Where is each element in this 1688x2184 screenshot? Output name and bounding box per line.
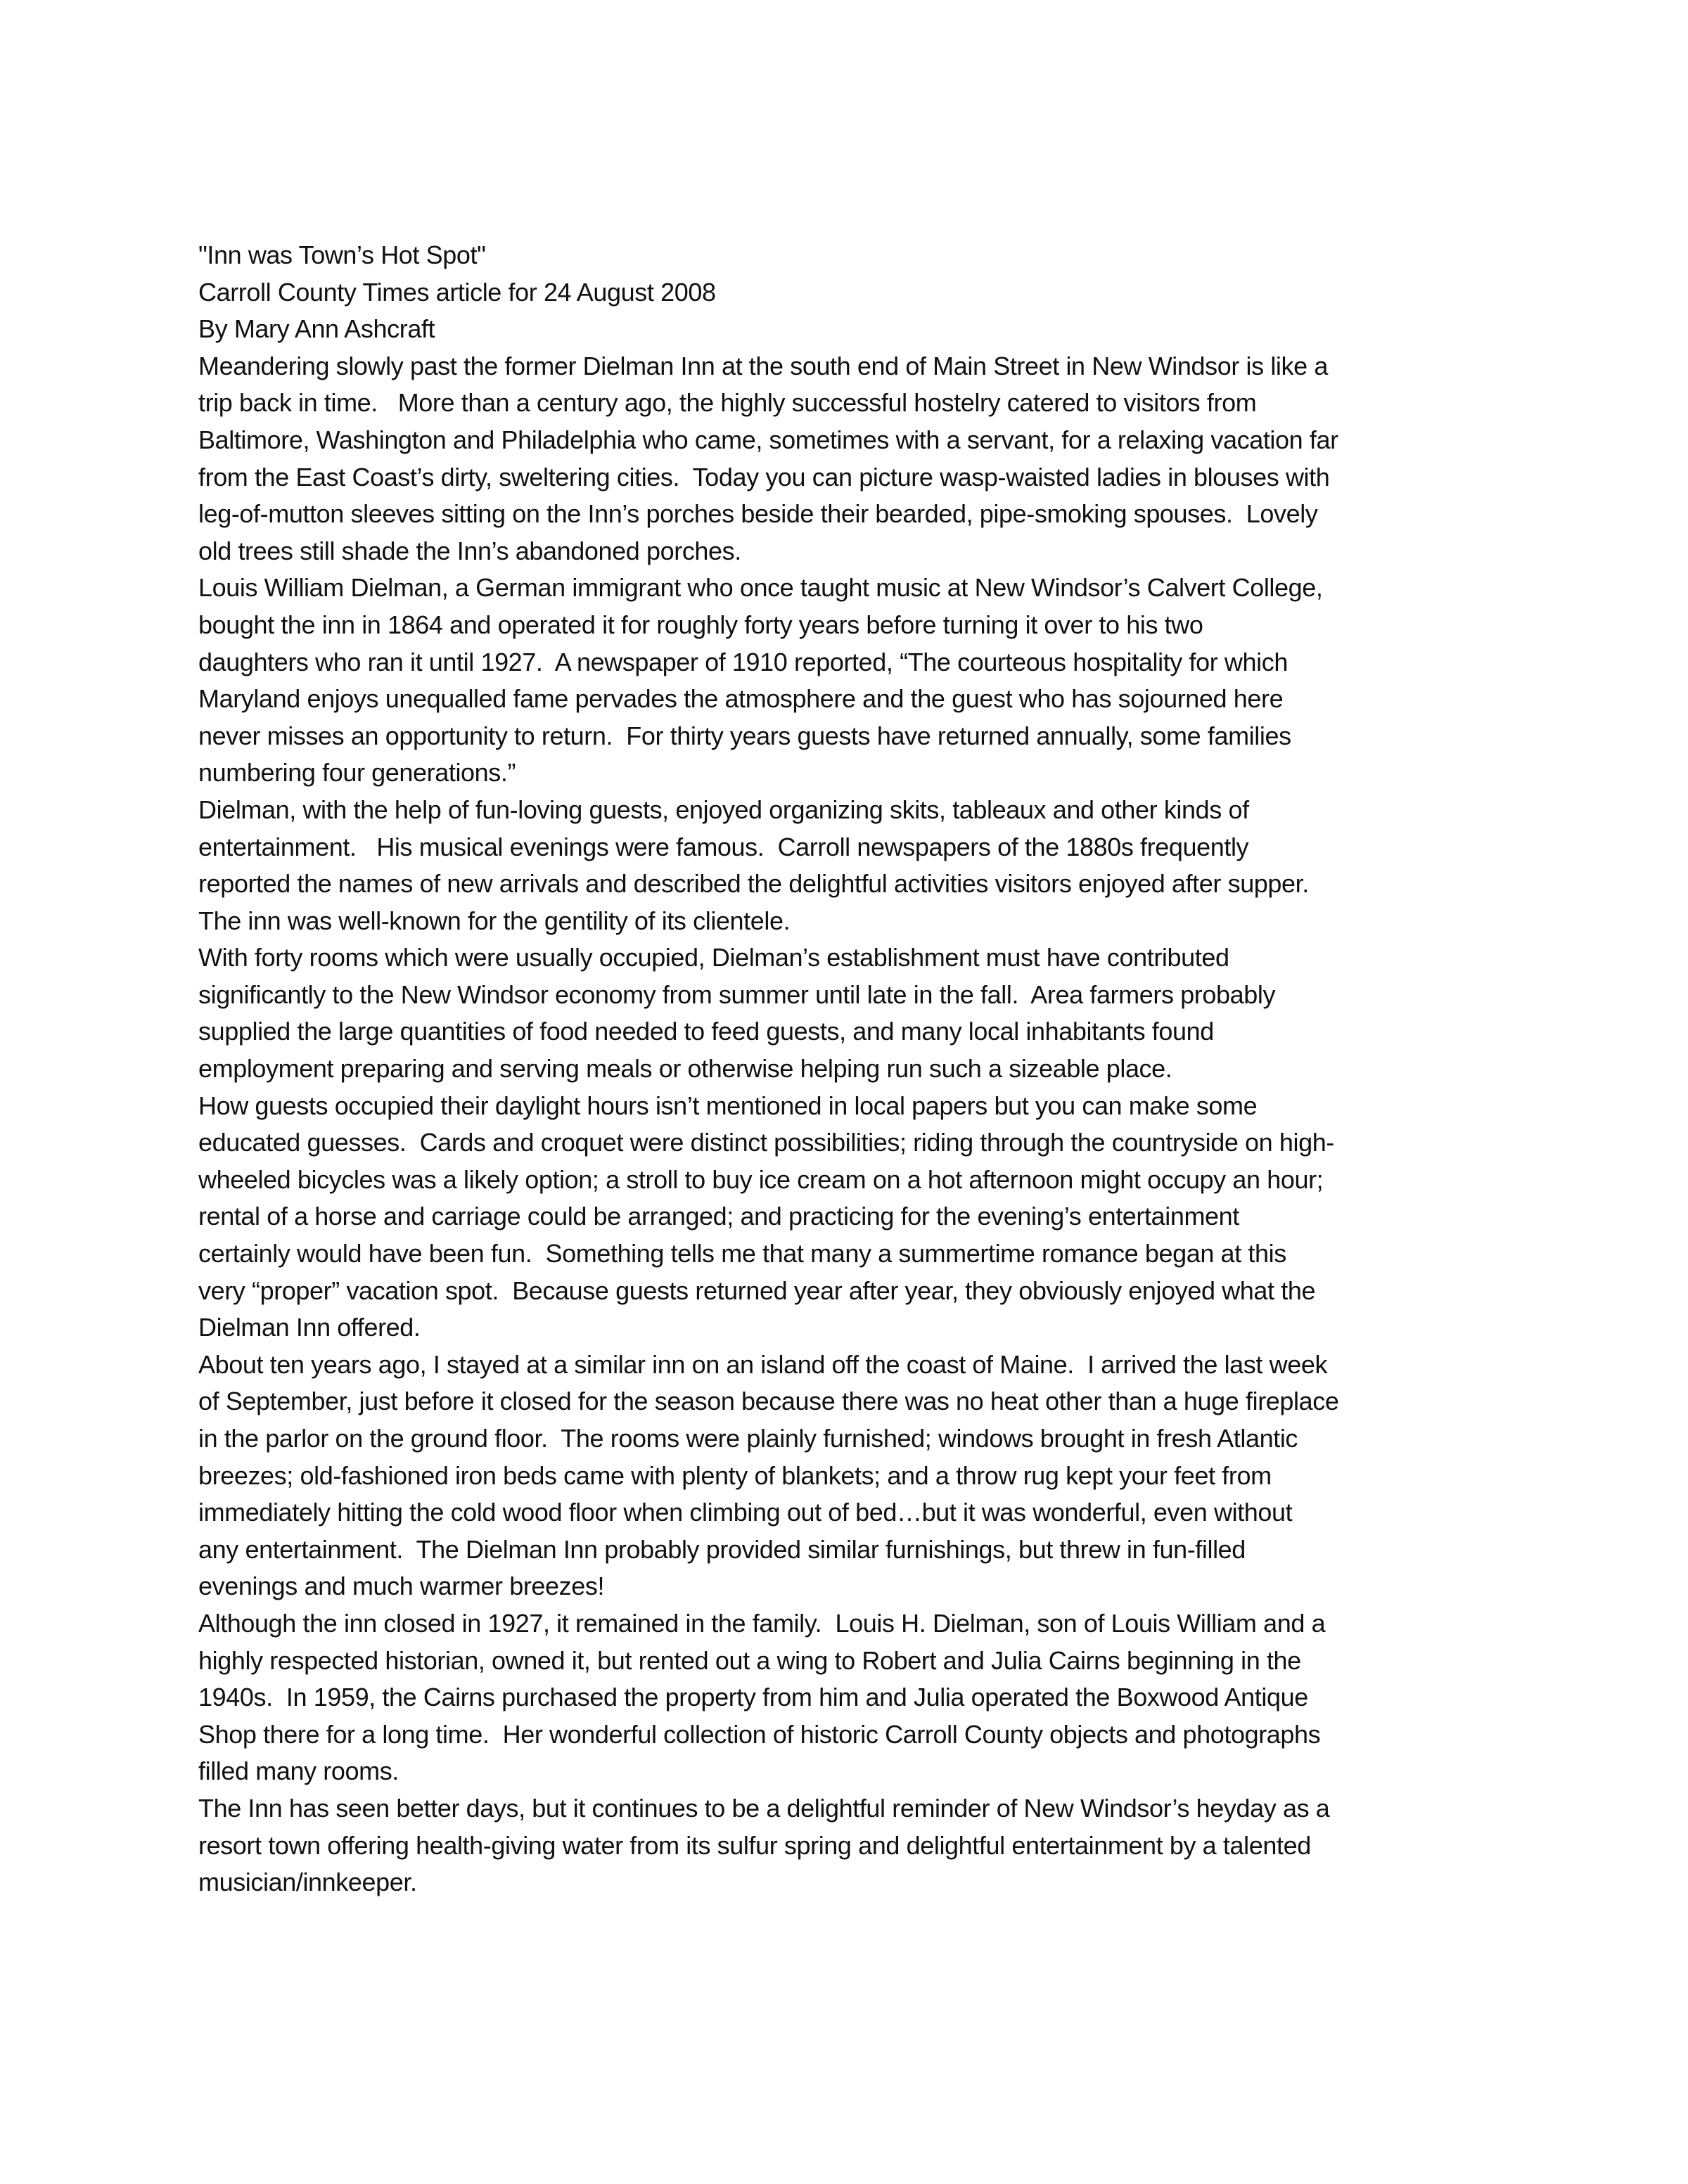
- text-line: reported the names of new arrivals and described the delightful activities visitors enjoyed after supper.: [198, 869, 1309, 899]
- text-line: Baltimore, Washington and Philadelphia who came, sometimes with a servant, for a relaxing vacation far: [198, 425, 1338, 454]
- article-byline: By Mary Ann Ashcraft: [198, 314, 435, 344]
- article-source: Carroll County Times article for 24 August 2008: [198, 277, 716, 307]
- text-line: rental of a horse and carriage could be arranged; and practicing for the evening’s entertainment: [198, 1202, 1239, 1231]
- text-line: Dielman Inn offered.: [198, 1313, 421, 1342]
- text-line: of September, just before it closed for the season because there was no heat other than a huge fireplace: [198, 1387, 1339, 1416]
- text-line: entertainment. His musical evenings were famous. Carroll newspapers of the 1880s frequently: [198, 832, 1249, 861]
- text-line: resort town offering health-giving water from its sulfur spring and delightful entertainment by a talented: [198, 1830, 1311, 1860]
- text-line: musician/innkeeper.: [198, 1868, 417, 1897]
- paragraph: [198, 1347, 1338, 1605]
- paragraph: [198, 1088, 1338, 1347]
- text-line: filled many rooms.: [198, 1756, 399, 1786]
- text-line: old trees still shade the Inn’s abandoned porches.: [198, 536, 741, 565]
- text-line: in the parlor on the ground floor. The rooms were plainly furnished; windows brought in fresh Atlantic: [198, 1424, 1298, 1453]
- text-line: breezes; old-fashioned iron beds came with plenty of blankets; and a throw rug kept your feet from: [198, 1460, 1272, 1490]
- text-line: numbering four generations.”: [198, 758, 516, 788]
- text-line: employment preparing and serving meals or otherwise helping run such a sizeable place.: [198, 1054, 1172, 1084]
- text-line: certainly would have been fun. Something tells me that many a summertime romance began at this: [198, 1239, 1286, 1268]
- text-line: never misses an opportunity to return. For thirty years guests have returned annually, some families: [198, 721, 1291, 750]
- text-line: About ten years ago, I stayed at a similar inn on an island off the coast of Maine. I arrived the last week: [198, 1349, 1328, 1379]
- text-line: immediately hitting the cold wood floor when climbing out of bed…but it was wonderful, even without: [198, 1498, 1293, 1527]
- text-line: The Inn has seen better days, but it continues to be a delightful reminder of New Windsor’s heyday as a: [198, 1793, 1330, 1823]
- text-line: Louis William Dielman, a German immigrant who once taught music at New Windsor’s Calvert College,: [198, 573, 1323, 603]
- paragraph: [198, 939, 1338, 1087]
- text-line: leg-of-mutton sleeves sitting on the Inn’s porches beside their bearded, pipe-smoking spouses. Lovely: [198, 499, 1318, 529]
- text-line: 1940s. In 1959, the Cairns purchased the property from him and Julia operated the Boxwood Antique: [198, 1683, 1308, 1712]
- text-line: any entertainment. The Dielman Inn probably provided similar furnishings, but threw in fun-filled: [198, 1534, 1246, 1564]
- article-body: [198, 348, 1338, 1901]
- text-line: How guests occupied their daylight hours isn’t mentioned in local papers but you can make some: [198, 1091, 1258, 1120]
- paragraph: [198, 1605, 1338, 1790]
- text-line: supplied the large quantities of food needed to feed guests, and many local inhabitants found: [198, 1017, 1214, 1046]
- paragraph: [198, 792, 1338, 939]
- text-line: from the East Coast’s dirty, sweltering cities. Today you can picture wasp-waisted ladies in blouses with: [198, 462, 1330, 492]
- text-line: Meandering slowly past the former Dielman Inn at the south end of Main Street in New Windsor is like a: [198, 351, 1328, 380]
- paragraph: [198, 348, 1338, 570]
- article: [198, 237, 1338, 1901]
- text-line: Maryland enjoys unequalled fame pervades the atmosphere and the guest who has sojourned here: [198, 684, 1284, 714]
- text-line: Dielman, with the help of fun-loving guests, enjoyed organizing skits, tableaux and other kinds of: [198, 795, 1249, 824]
- text-line: educated guesses. Cards and croquet were distinct possibilities; riding through the countryside on high-: [198, 1128, 1334, 1157]
- text-line: trip back in time. More than a century ago, the highly successful hostelry catered to visitors from: [198, 388, 1257, 418]
- text-line: Shop there for a long time. Her wonderful collection of historic Carroll County objects and photographs: [198, 1719, 1321, 1749]
- text-line: The inn was well-known for the gentility of its clientele.: [198, 906, 791, 935]
- text-line: Although the inn closed in 1927, it remained in the family. Louis H. Dielman, son of Louis William and a: [198, 1608, 1326, 1638]
- text-line: With forty rooms which were usually occupied, Dielman’s establishment must have contributed: [198, 943, 1229, 972]
- paragraph: [198, 1790, 1338, 1901]
- text-line: significantly to the New Windsor economy from summer until late in the fall. Area farmers probably: [198, 979, 1276, 1009]
- text-line: highly respected historian, owned it, but rented out a wing to Robert and Julia Cairns beginning in the: [198, 1645, 1301, 1675]
- text-line: very “proper” vacation spot. Because guests returned year after year, they obviously enjoyed what the: [198, 1276, 1316, 1305]
- text-line: daughters who ran it until 1927. A newspaper of 1910 reported, “The courteous hospitality for which: [198, 647, 1288, 676]
- paragraph: [198, 570, 1338, 792]
- text-line: bought the inn in 1864 and operated it for roughly forty years before turning it over to his two: [198, 610, 1203, 639]
- text-line: evenings and much warmer breezes!: [198, 1572, 605, 1601]
- article-title: "Inn was Town’s Hot Spot": [198, 240, 486, 269]
- text-line: wheeled bicycles was a likely option; a stroll to buy ice cream on a hot afternoon might occupy an hour;: [198, 1164, 1324, 1194]
